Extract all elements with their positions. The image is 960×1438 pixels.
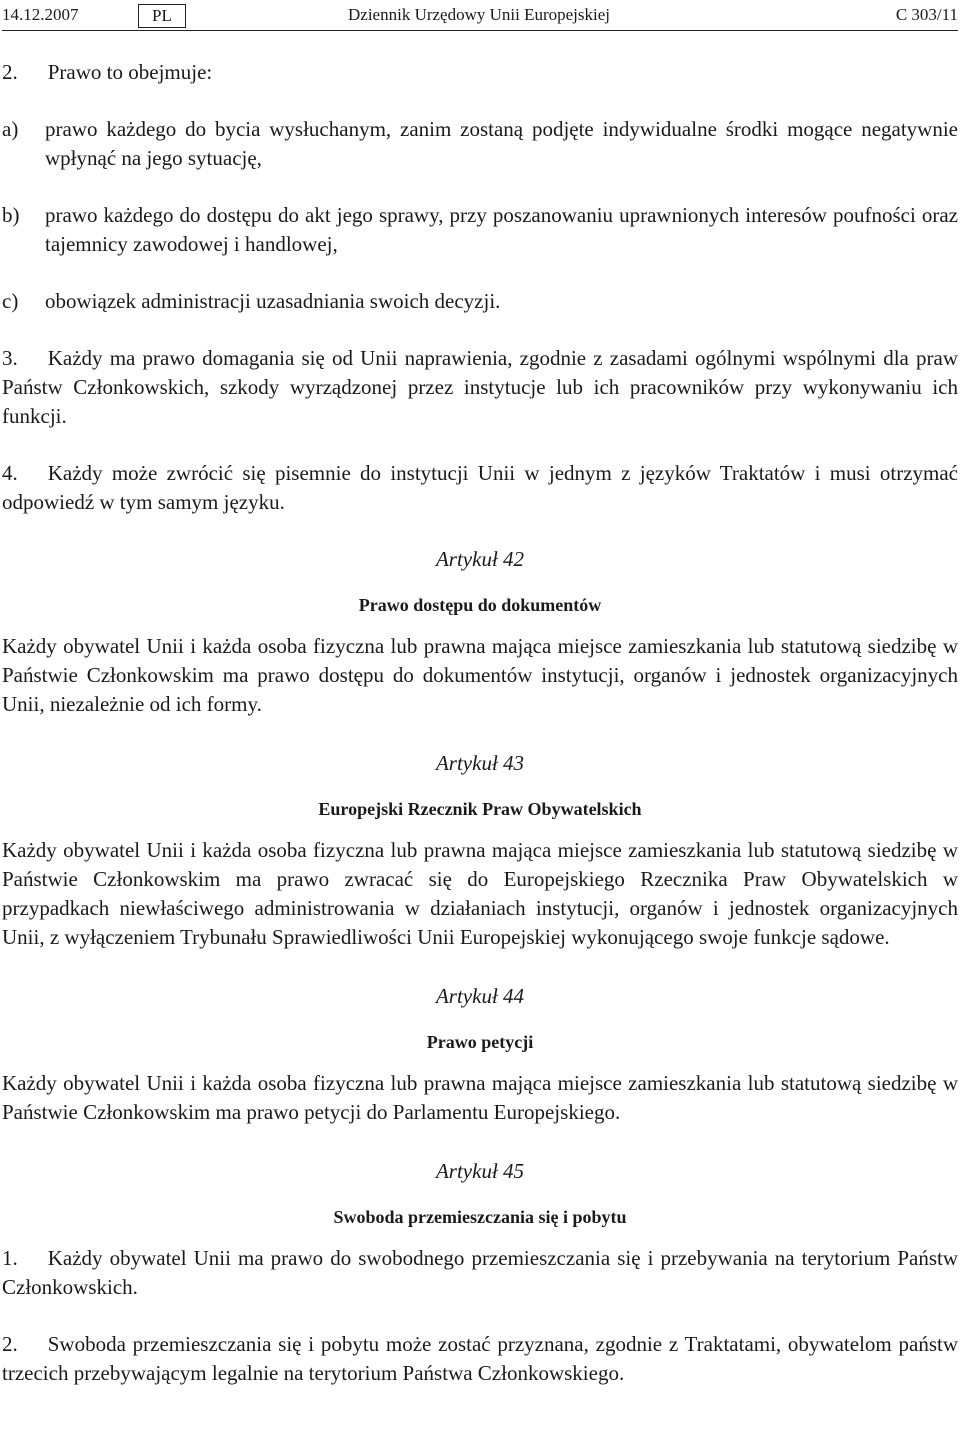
article-45-paragraph-2 xyxy=(2,1330,958,1388)
paragraph-number: 2. xyxy=(2,1332,18,1356)
list-item-text: prawo każdego do dostępu do akt jego sprawy, przy poszanowaniu uprawnionych interesów poufności oraz tajemnicy zawodowej i handlowej, xyxy=(45,203,958,256)
article-43-number: Artykuł 43 xyxy=(435,751,525,775)
paragraph-4 xyxy=(2,459,958,517)
header-page-reference: C 303/11 xyxy=(895,5,958,24)
paragraph-2-intro xyxy=(2,58,958,87)
article-45-title: Swoboda przemieszczania się i pobytu xyxy=(333,1207,627,1227)
page-header xyxy=(2,4,958,31)
article-43-body: Każdy obywatel Unii i każda osoba fizyczna lub prawna mająca miejsce zamieszkania lub statutową siedzibę w Państwie Członkowskim ma prawo zwracać się do Europejskiego Rzecznika Praw Obywatelskich w przypadkach niewłaściwego administrowania w działaniach instytucji, organów i jednostek organizacyjnych Unii, z wyłączeniem Trybunału Sprawiedliwości Unii Europejskiej wykonującego swoje funkcje sądowe. xyxy=(2,838,958,949)
paragraph-text: Prawo to obejmuje: xyxy=(47,60,213,84)
article-44-title: Prawo petycji xyxy=(426,1032,534,1052)
paragraph-text: Każdy obywatel Unii ma prawo do swobodnego przemieszczania się i przebywania na terytorium Państw Członkowskich. xyxy=(2,1246,958,1299)
article-45-number: Artykuł 45 xyxy=(435,1159,525,1183)
header-date: 14.12.2007 xyxy=(2,5,79,24)
list-marker: b) xyxy=(2,203,20,227)
paragraph-number: 4. xyxy=(2,461,18,485)
header-journal-title: Dziennik Urzędowy Unii Europejskiej xyxy=(348,5,611,24)
list-item xyxy=(2,201,958,259)
article-42-number: Artykuł 42 xyxy=(435,547,525,571)
paragraph-number: 3. xyxy=(2,346,18,370)
paragraph-text: Każdy może zwrócić się pisemnie do instytucji Unii w jednym z języków Traktatów i musi otrzymać odpowiedź w tym samym języku. xyxy=(2,461,958,514)
document-body xyxy=(2,58,958,1416)
list-item-text: obowiązek administracji uzasadniania swoich decyzji. xyxy=(45,289,501,313)
article-42-body: Każdy obywatel Unii i każda osoba fizyczna lub prawna mająca miejsce zamieszkania lub statutową siedzibę w Państwie Członkowskim ma prawo dostępu do dokumentów instytucji, organów i jednostek organizacyjnych Unii, niezależnie od ich formy. xyxy=(2,634,958,716)
article-45-paragraph-1 xyxy=(2,1244,958,1302)
article-42-title: Prawo dostępu do dokumentów xyxy=(358,595,602,615)
header-language-box: PL xyxy=(138,4,186,28)
list-item-text: prawo każdego do bycia wysłuchanym, zanim zostaną podjęte indywidualne środki mogące negatywnie wpłynąć na jego sytuację, xyxy=(45,117,958,170)
list-marker: a) xyxy=(2,117,19,141)
list-item xyxy=(2,287,958,316)
article-44-number: Artykuł 44 xyxy=(435,984,525,1008)
paragraph-number: 2. xyxy=(2,60,18,84)
paragraph-number: 1. xyxy=(2,1246,18,1270)
article-44-body: Każdy obywatel Unii i każda osoba fizyczna lub prawna mająca miejsce zamieszkania lub statutową siedzibę w Państwie Członkowskim ma prawo petycji do Parlamentu Europejskiego. xyxy=(2,1071,958,1124)
paragraph-text: Każdy ma prawo domagania się od Unii naprawienia, zgodnie z zasadami ogólnymi wspólnymi dla praw Państw Członkowskich, szkody wyrządzonej przez instytucje lub ich pracowników przy wykonywaniu ich funkcji. xyxy=(2,346,958,428)
article-43-title: Europejski Rzecznik Praw Obywatelskich xyxy=(318,799,642,819)
paragraph-3 xyxy=(2,344,958,431)
paragraph-text: Swoboda przemieszczania się i pobytu może zostać przyznana, zgodnie z Traktatami, obywatelom państw trzecich przebywającym legalnie na terytorium Państwa Członkowskiego. xyxy=(2,1332,958,1385)
list-item xyxy=(2,115,958,173)
list-marker: c) xyxy=(2,289,19,313)
